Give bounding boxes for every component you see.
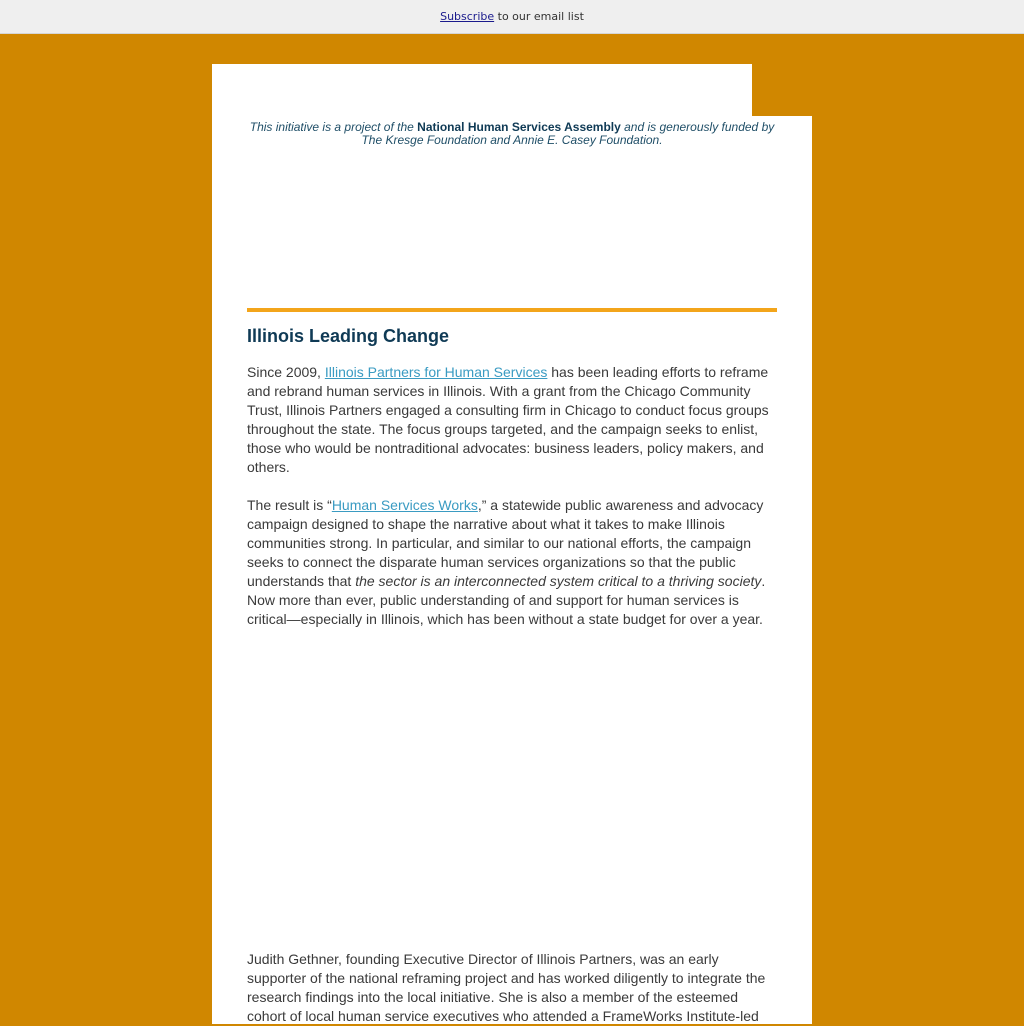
p2-after: . Now more than ever, public understanding of and support for human services is critical—especially in Illinois, which has been without a state budget for over a year. [247, 573, 766, 627]
tagline-suffix: and is generously funded by The Kresge Foundation and Annie E. Casey Foundation. [361, 120, 775, 147]
funding-tagline [247, 121, 777, 147]
human-services-works-link[interactable]: Human Services Works [331, 497, 478, 513]
article-title: Illinois Leading Change [247, 326, 450, 346]
paragraph-3: Judith Gethner, founding Executive Director of Illinois Partners, was an early supporter of the national reframing project and has worked diligently to integrate the research findings into the local initiative. She is also a member of the esteemed cohort of local human service executives who attended a FrameWorks Institute-led [247, 951, 766, 1024]
content-card-top [212, 64, 752, 124]
section-divider [247, 308, 777, 312]
paragraph-1 [247, 363, 779, 477]
paragraph-2 [247, 496, 779, 629]
p1-after: has been leading efforts to reframe and rebrand human services in Illinois. With a grant from the Chicago Community Trust, Illinois Partners engaged a consulting firm in Chicago to conduct focus groups throughout the state. The focus groups targeted, and the campaign seeks to enlist, those who would be nontraditional advocates: business leaders, policy makers, and others. [247, 364, 769, 475]
p2-before: The result is “ [247, 497, 332, 513]
p2-middle: ,” a statewide public awareness and advocacy campaign designed to shape the narrative about what it takes to make Illinois communities strong. In particular, and similar to our national efforts, the campaign seeks to connect the disparate human services organizations so that the public understands that [247, 497, 764, 589]
tagline-prefix: This initiative is a project of the [249, 120, 418, 134]
subscribe-suffix-text: to our email list [494, 10, 584, 23]
illinois-partners-link[interactable]: Illinois Partners for Human Services [324, 364, 548, 380]
p1-before: Since 2009, [247, 364, 325, 380]
p2-emphasis: the sector is an interconnected system critical to a thriving society [355, 573, 762, 589]
tagline-org: National Human Services Assembly [417, 120, 621, 134]
email-subscribe-bar [0, 0, 1024, 34]
subscribe-link[interactable]: Subscribe [440, 10, 495, 23]
